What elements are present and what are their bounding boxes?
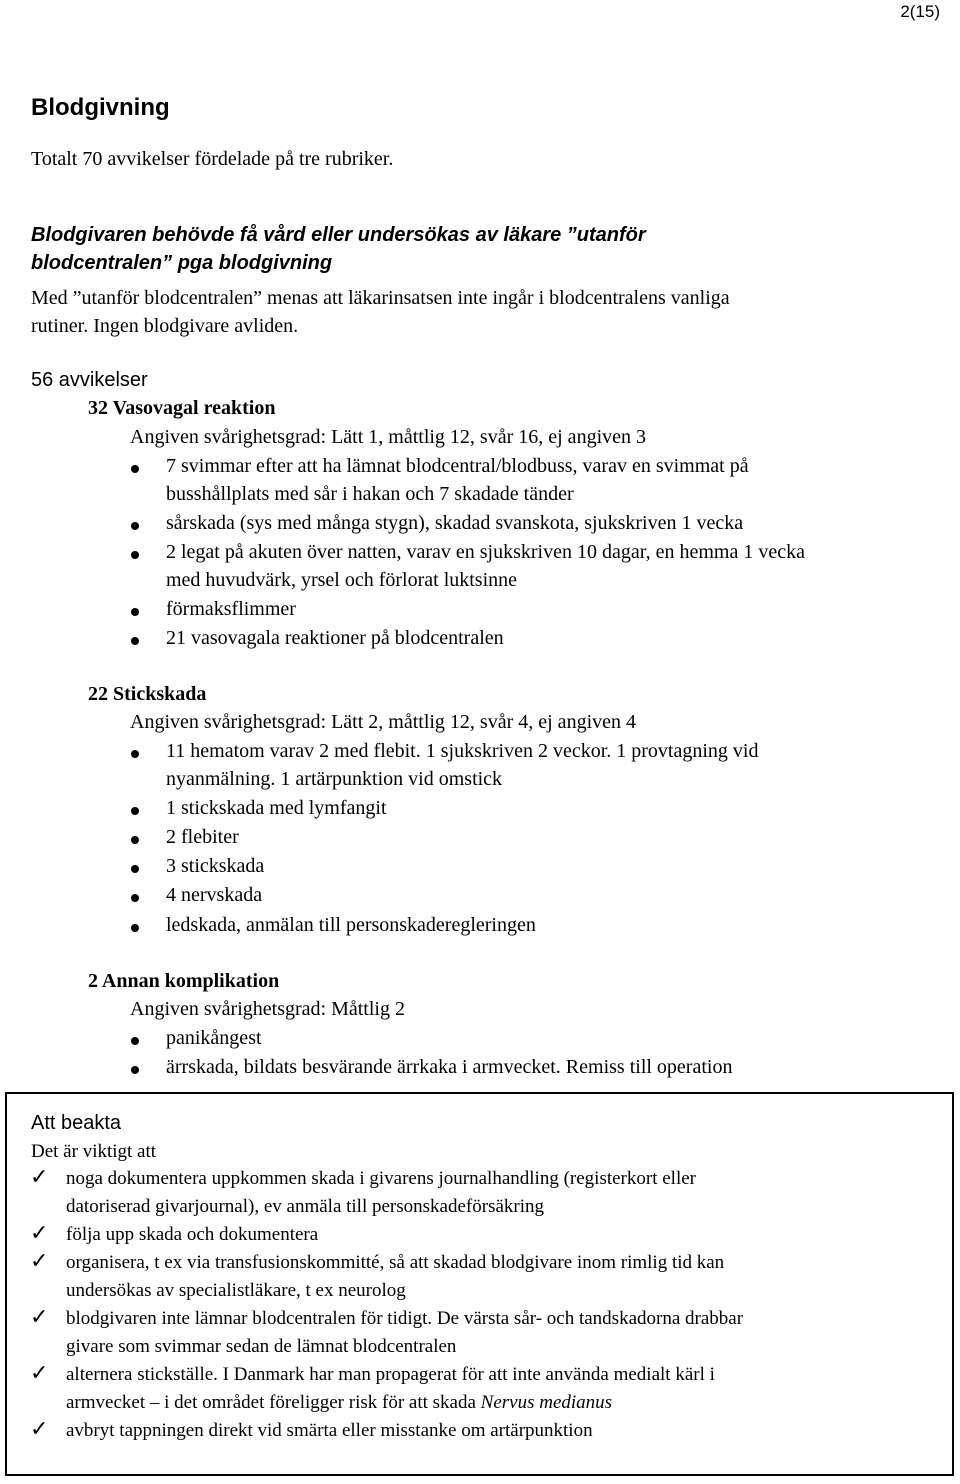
- bullet-dot-icon: [131, 924, 139, 932]
- note-item-continuation: undersökas av specialistläkare, t ex neurolog: [66, 1280, 406, 1301]
- bullet-dot-icon: [131, 894, 139, 902]
- bullet-dot-icon: [131, 865, 139, 873]
- category-heading: 32 Vasovagal reaktion: [88, 397, 276, 419]
- bullet-dot-icon: [131, 807, 139, 815]
- bullet-dot-icon: [131, 836, 139, 844]
- list-item-continuation: nyanmälning. 1 artärpunktion vid omstick: [166, 768, 503, 790]
- list-item-continuation: med huvudvärk, yrsel och förlorat luktsinne: [166, 569, 518, 591]
- note-item: organisera, t ex via transfusionskommitté, så att skadad blodgivare inom rimlig tid kan: [66, 1252, 725, 1273]
- bullet-dot-icon: [131, 608, 139, 616]
- severity-line: Angiven svårighetsgrad: Lätt 1, måttlig 12, svår 16, ej angiven 3: [130, 426, 646, 448]
- list-item: sårskada (sys med många stygn), skadad svanskota, sjukskriven 1 vecka: [166, 512, 744, 534]
- summary-text: Totalt 70 avvikelser fördelade på tre rubriker.: [31, 148, 394, 170]
- category-heading: 22 Stickskada: [88, 683, 207, 705]
- bullet-dot-icon: [131, 750, 139, 758]
- bullet-dot-icon: [131, 1037, 139, 1045]
- section-heading-line: Blodgivaren behövde få vård eller undersökas av läkare ”utanför: [31, 224, 646, 246]
- list-item: 4 nervskada: [166, 884, 263, 906]
- list-item: ärrskada, bildats besvärande ärrkaka i armvecket. Remiss till operation: [166, 1056, 733, 1078]
- checkmark-icon: ✓: [30, 1361, 49, 1386]
- list-item: 21 vasovagala reaktioner på blodcentralen: [166, 627, 504, 649]
- note-item-continuation: [66, 1392, 612, 1414]
- list-item: 11 hematom varav 2 med flebit. 1 sjukskriven 2 veckor. 1 provtagning vid: [166, 740, 759, 762]
- list-item: 7 svimmar efter att ha lämnat blodcentral/blodbuss, varav en svimmat på: [166, 455, 749, 477]
- bullet-dot-icon: [131, 465, 139, 473]
- list-item: panikångest: [166, 1027, 262, 1049]
- note-item: noga dokumentera uppkommen skada i givarens journalhandling (registerkort eller: [66, 1168, 696, 1189]
- category-heading: 2 Annan komplikation: [88, 970, 280, 992]
- note-item: alternera stickställe. I Danmark har man propagerat för att inte använda medialt kärl i: [66, 1364, 715, 1385]
- list-item: förmaksflimmer: [166, 598, 296, 620]
- page-number: 2(15): [900, 2, 940, 21]
- list-item: ledskada, anmälan till personskaderegleringen: [166, 914, 536, 936]
- list-item: 1 stickskada med lymfangit: [166, 797, 387, 819]
- list-item-continuation: busshållplats med sår i hakan och 7 skadade tänder: [166, 483, 574, 505]
- note-item-continuation: givare som svimmar sedan de lämnat blodcentralen: [66, 1336, 457, 1357]
- note-item-text: armvecket – i det området föreligger risk för att skada: [66, 1392, 481, 1413]
- checkmark-icon: ✓: [30, 1417, 49, 1442]
- page-title: Blodgivning: [31, 94, 170, 121]
- severity-line: Angiven svårighetsgrad: Lätt 2, måttlig 12, svår 4, ej angiven 4: [130, 711, 636, 733]
- checkmark-icon: ✓: [30, 1165, 49, 1190]
- deviation-count: 56 avvikelser: [31, 369, 148, 391]
- section-heading-line: blodcentralen” pga blodgivning: [31, 252, 333, 274]
- note-title: Att beakta: [31, 1112, 122, 1134]
- note-item: följa upp skada och dokumentera: [66, 1224, 319, 1245]
- section-description-line: Med ”utanför blodcentralen” menas att läkarinsatsen inte ingår i blodcentralens vanliga: [31, 287, 730, 309]
- bullet-dot-icon: [131, 522, 139, 530]
- list-item: 3 stickskada: [166, 855, 265, 877]
- bullet-dot-icon: [131, 637, 139, 645]
- section-description-line: rutiner. Ingen blodgivare avliden.: [31, 315, 299, 337]
- checkmark-icon: ✓: [30, 1249, 49, 1274]
- note-item: blodgivaren inte lämnar blodcentralen för tidigt. De värsta sår- och tandskadorna drabbar: [66, 1308, 744, 1329]
- note-intro: Det är viktigt att: [31, 1141, 157, 1162]
- list-item: 2 flebiter: [166, 826, 239, 848]
- checkmark-icon: ✓: [30, 1305, 49, 1330]
- bullet-dot-icon: [131, 551, 139, 559]
- note-item: avbryt tappningen direkt vid smärta eller misstanke om artärpunktion: [66, 1420, 593, 1441]
- bullet-dot-icon: [131, 1066, 139, 1074]
- checkmark-icon: ✓: [30, 1221, 49, 1246]
- note-item-continuation: datoriserad givarjournal), ev anmäla till personskadeförsäkring: [66, 1196, 544, 1217]
- severity-line: Angiven svårighetsgrad: Måttlig 2: [130, 998, 405, 1020]
- nerve-name-italic: Nervus medianus: [480, 1392, 613, 1413]
- list-item: 2 legat på akuten över natten, varav en sjukskriven 10 dagar, en hemma 1 vecka: [166, 541, 805, 563]
